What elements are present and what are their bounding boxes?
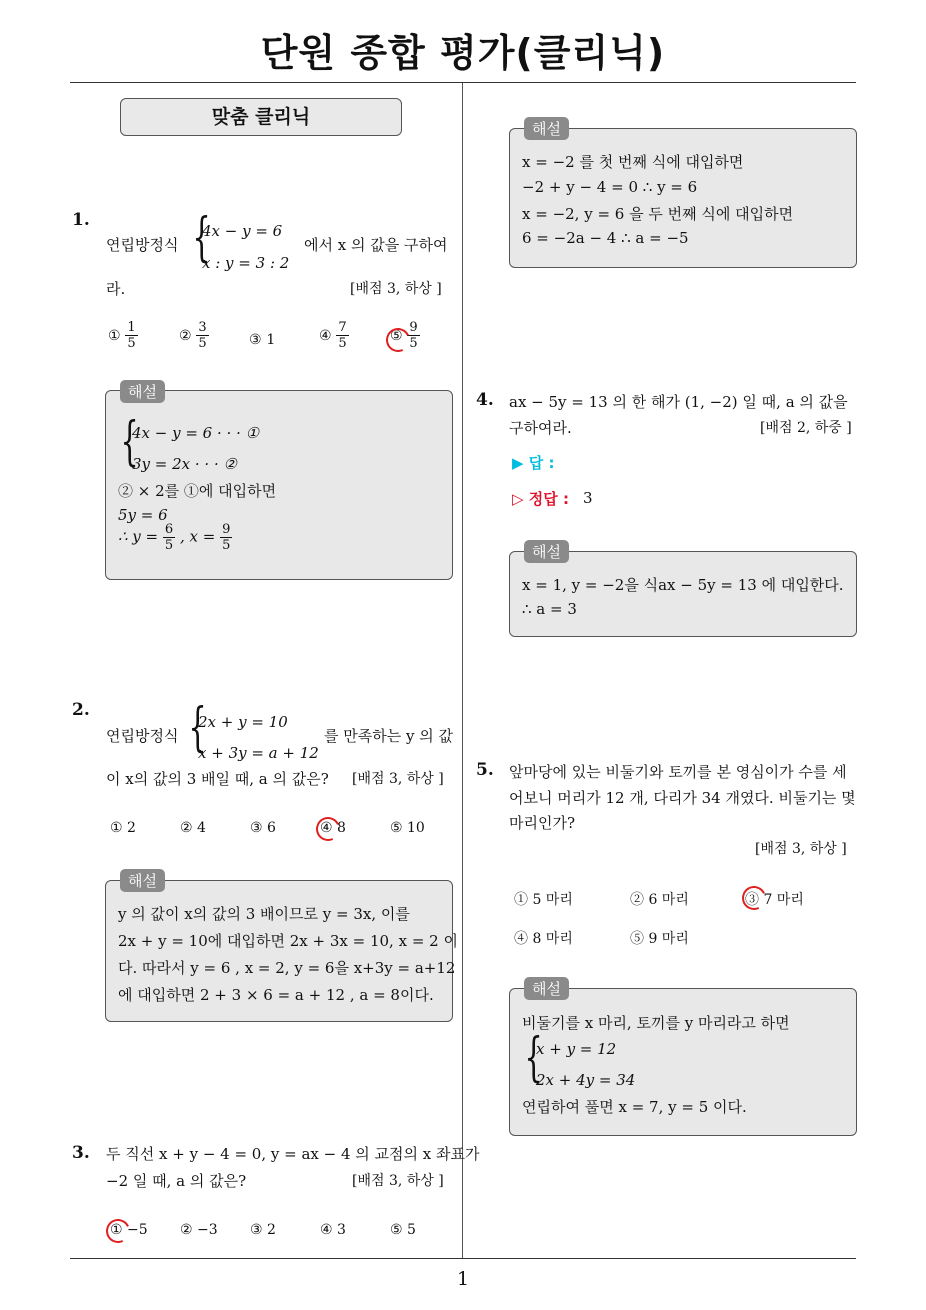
clinic-label: 맞춤 클리닉 (120, 98, 402, 136)
top-rule (70, 82, 856, 83)
q5-line2: 어보니 머리가 12 개, 다리가 34 개였다. 비둘기는 몇 (509, 789, 856, 807)
q1-exp-eq2: 3y = 2x · · · ② (132, 455, 237, 473)
q2-exp-l2: 2x + y = 10에 대입하면 2x + 3x = 10, x = 2 이 (118, 932, 458, 950)
q1-prefix: 연립방정식 (106, 236, 179, 254)
q2-eq2: x + 3y = a + 12 (198, 744, 319, 762)
q3-exp-l1: x = −2 를 첫 번째 식에 대입하면 (522, 153, 744, 171)
q4-explain-tag: 해설 (524, 540, 569, 563)
q4-exp-l1: x = 1, y = −2을 식ax − 5y = 13 에 대입한다. (522, 576, 844, 594)
q1-suffix: 에서 x 의 값을 구하여 (304, 236, 448, 254)
q3-explanation-box (509, 128, 857, 268)
q1-exp-eq1: 4x − y = 6 · · · ① (132, 424, 260, 442)
page-number: 1 (456, 1268, 470, 1290)
q5-choice-5[interactable]: ⑤ 9 마리 (630, 931, 689, 947)
q1-explain-tag: 해설 (120, 380, 165, 403)
q3-answer-mark (103, 1216, 134, 1247)
column-divider (462, 83, 463, 1258)
q3-choice-3[interactable]: ③ 2 (250, 1222, 276, 1238)
q3-exp-l2: −2 + y − 4 = 0 ∴ y = 6 (522, 178, 698, 196)
q5-line3: 마리인가? (509, 814, 576, 832)
q5-exp-eq2: 2x + 4y = 34 (536, 1071, 636, 1089)
q3-choice-2[interactable]: ② −3 (180, 1222, 218, 1238)
q1-choice-1[interactable]: ① $\frac{1}{5}$ (108, 320, 136, 351)
q2-number: 2. (72, 700, 90, 720)
q1-number: 1. (72, 210, 90, 230)
q3-explain-tag: 해설 (524, 117, 569, 140)
q5-choice-2[interactable]: ② 6 마리 (630, 892, 689, 908)
q2-answer-mark (313, 814, 344, 845)
q2-brace: { (188, 698, 207, 758)
q2-suffix: 를 만족하는 y 의 값 (324, 727, 453, 745)
q2-exp-l3: 다. 따라서 y = 6 , x = 2, y = 6을 x+3y = a+12 (118, 959, 456, 977)
q3-number: 3. (72, 1143, 90, 1163)
q4-exp-l2: ∴ a = 3 (522, 600, 577, 618)
q3-choice-5[interactable]: ⑤ 5 (390, 1222, 416, 1238)
q5-explain-tag: 해설 (524, 977, 569, 1000)
q3-line1: 두 직선 x + y − 4 = 0, y = ax − 4 의 교점의 x 좌표가 (106, 1145, 480, 1163)
q4-score: [배점 2, 하중 ] (760, 420, 852, 436)
q1-eq2: x : y = 3 : 2 (202, 254, 290, 272)
q2-exp-l1: y 의 값이 x의 값의 3 배이므로 y = 3x, 이를 (118, 905, 410, 923)
q5-exp-l4: 연립하여 풀면 x = 7, y = 5 이다. (522, 1098, 747, 1116)
q1-choice-5[interactable]: ⑤ $\frac{9}{5}$ (390, 320, 418, 351)
q1-exp-brace: { (120, 412, 139, 472)
q1-exp-l3: ② × 2를 ①에 대입하면 (118, 482, 277, 500)
page-title: 단원 종합 평가(클리닉) (260, 31, 666, 75)
q2-choice-5[interactable]: ⑤ 10 (390, 820, 425, 836)
q1-score: [배점 3, 하상 ] (350, 281, 442, 297)
q1-eq1: 4x − y = 6 (202, 222, 283, 240)
q5-exp-brace: { (524, 1028, 543, 1088)
q4-line1: ax − 5y = 13 의 한 해가 (1, −2) 일 때, a 의 값을 (509, 393, 848, 411)
q1-choice-3[interactable]: ③ 1 (249, 332, 276, 348)
q2-prefix: 연립방정식 (106, 727, 179, 745)
q1-exp-l5: ∴ y = $\frac{6}{5}$ , x = $\frac{9}{5}$ (118, 522, 231, 553)
q1-brace: { (192, 208, 211, 268)
q5-exp-l1: 비둘기를 x 마리, 토끼를 y 마리라고 하면 (522, 1014, 790, 1032)
q2-choice-4[interactable]: ④ 8 (320, 820, 346, 836)
q4-correct-label: ▷ 정답 : (512, 490, 569, 508)
q2-explain-tag: 해설 (120, 869, 165, 892)
q4-line2: 구하여라. (509, 419, 572, 437)
q3-score: [배점 3, 하상 ] (352, 1173, 444, 1189)
q5-score: [배점 3, 하상 ] (755, 841, 847, 857)
q2-eq1: 2x + y = 10 (198, 713, 288, 731)
q5-choice-4[interactable]: ④ 8 마리 (514, 931, 573, 947)
q3-exp-l3: x = −2, y = 6 을 두 번째 식에 대입하면 (522, 205, 794, 223)
q3-line2: −2 일 때, a 의 값은? (106, 1172, 247, 1190)
q5-exp-eq1: x + y = 12 (536, 1040, 617, 1058)
q3-choice-4[interactable]: ④ 3 (320, 1222, 346, 1238)
q3-exp-l4: 6 = −2a − 4 ∴ a = −5 (522, 229, 689, 247)
q1-line2: 라. (106, 280, 126, 298)
q5-choice-1[interactable]: ① 5 마리 (514, 892, 573, 908)
q4-correct-value: 3 (583, 489, 593, 507)
q3-choice-1[interactable]: ① −5 (110, 1222, 148, 1238)
bottom-rule (70, 1258, 856, 1259)
q5-number: 5. (476, 760, 494, 780)
q4-answer-label: ▶ 답 : (512, 454, 555, 472)
q2-choice-3[interactable]: ③ 6 (250, 820, 276, 836)
q2-exp-l4: 에 대입하면 2 + 3 × 6 = a + 12 , a = 8이다. (118, 986, 434, 1004)
q2-score: [배점 3, 하상 ] (352, 771, 444, 787)
q2-choice-1[interactable]: ① 2 (110, 820, 136, 836)
q1-choice-4[interactable]: ④ $\frac{7}{5}$ (319, 320, 347, 351)
q2-line2: 이 x의 값의 3 배일 때, a 의 값은? (106, 770, 329, 788)
q1-exp-l4: 5y = 6 (118, 506, 168, 524)
q1-choice-2[interactable]: ② $\frac{3}{5}$ (179, 320, 207, 351)
q2-choice-2[interactable]: ② 4 (180, 820, 206, 836)
q5-line1: 앞마당에 있는 비둘기와 토끼를 본 영심이가 수를 세 (509, 763, 847, 781)
q4-number: 4. (476, 390, 494, 410)
q5-choice-3[interactable]: ③ 7 마리 (745, 892, 804, 908)
